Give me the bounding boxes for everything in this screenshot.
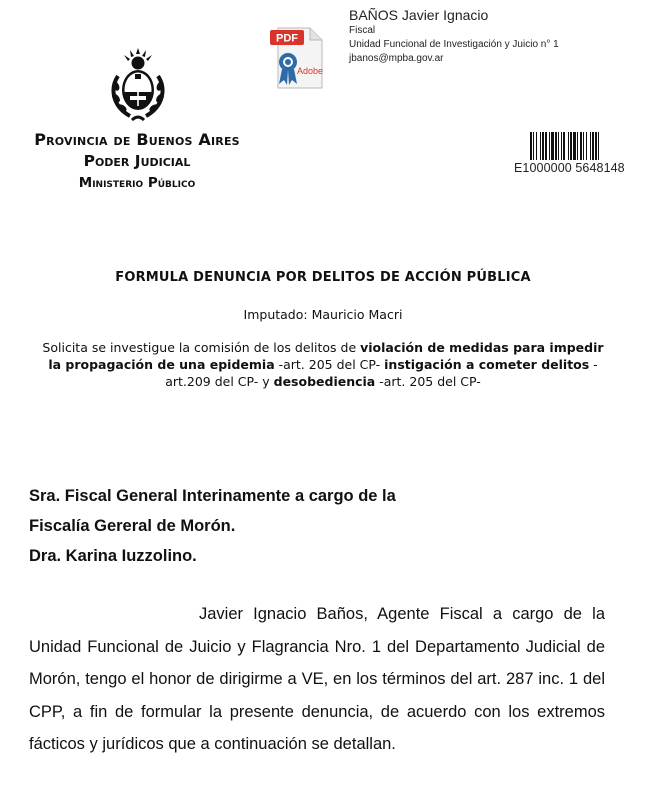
- request-text: Solicita se investigue la comisión de los delitos de: [42, 340, 361, 355]
- barcode-bar: [540, 132, 541, 160]
- crime-violation: violación de medidas para impedir la propagación de una epidemia: [48, 340, 604, 372]
- barcode-bar: [563, 132, 565, 160]
- barcode-bar: [533, 132, 534, 160]
- signer-role: Fiscal: [349, 25, 376, 36]
- digital-signature-block: [349, 8, 639, 64]
- barcode-bar: [590, 132, 591, 160]
- body-paragraph: [29, 598, 605, 761]
- barcode-icon: [530, 132, 640, 160]
- barcode-bar: [561, 132, 562, 160]
- imputado-line: Imputado: Mauricio Macri: [243, 307, 403, 322]
- barcode-bar: [570, 132, 572, 160]
- request-text: -art. 205 del CP-: [375, 374, 481, 389]
- addressee-line: Fiscalía Gereral de Morón.: [29, 517, 236, 535]
- barcode-bar: [549, 132, 550, 160]
- barcode-bar: [598, 132, 599, 160]
- barcode-bar: [586, 132, 587, 160]
- barcode-bar: [577, 132, 578, 160]
- barcode-bar: [530, 132, 532, 160]
- barcode-bar: [592, 132, 594, 160]
- barcode-bar: [545, 132, 547, 160]
- addressee-block: [29, 481, 589, 571]
- barcode-number: E1000000 5648148: [514, 161, 625, 175]
- barcode-bar: [558, 132, 559, 160]
- addressee-line: Sra. Fiscal General Interinamente a cargo de la: [29, 487, 396, 505]
- request-summary: [40, 339, 606, 390]
- org-line-ministry: Ministerio Público: [78, 175, 196, 191]
- request-text: -art.209 del CP- y: [165, 357, 598, 389]
- barcode-bar: [573, 132, 576, 160]
- adobe-label: Adobe: [296, 66, 324, 76]
- barcode-bar: [555, 132, 557, 160]
- signer-email[interactable]: jbanos@mpba.gov.ar: [349, 53, 444, 64]
- request-text: -art. 205 del CP-: [274, 357, 385, 372]
- org-line-judicial: Poder Judicial: [83, 152, 191, 170]
- barcode-bar: [551, 132, 554, 160]
- signer-unit: Unidad Funcional de Investigación y Juicio n° 1: [349, 39, 559, 50]
- org-line-province: Provincia de Buenos Aires: [34, 130, 240, 149]
- barcode-bar: [542, 132, 544, 160]
- barcode-bar: [583, 132, 584, 160]
- barcode-bar: [568, 132, 569, 160]
- addressee-line: Dra. Karina Iuzzolino.: [29, 547, 197, 565]
- barcode-bar: [595, 132, 597, 160]
- signer-name: BAÑOS Javier Ignacio: [349, 7, 489, 23]
- pdf-label: PDF: [276, 32, 298, 45]
- crime-instigation: instigación a cometer delitos: [384, 357, 590, 372]
- crime-disobedience: desobediencia: [273, 374, 376, 389]
- pdf-adobe-icon[interactable]: [270, 26, 328, 92]
- body-text: Javier Ignacio Baños, Agente Fiscal a cargo de la Unidad Funcional de Juicio y Flagrancia Nro. 1 del Departamento Judicial de Morón, tengo el honor de dirigirme a VE, en los términos del art. 287 inc. 1 del CPP, a fin de formular la presente denuncia, de acuerdo con los extremos fácticos y jurídicos que a continuación se detallan.: [29, 605, 605, 753]
- document-title: FORMULA DENUNCIA POR DELITOS DE ACCIÓN PÚBLICA: [115, 270, 531, 285]
- barcode-bar: [580, 132, 582, 160]
- barcode-bar: [536, 132, 537, 160]
- organization-header: [22, 130, 252, 191]
- coat-of-arms-icon: [108, 46, 168, 121]
